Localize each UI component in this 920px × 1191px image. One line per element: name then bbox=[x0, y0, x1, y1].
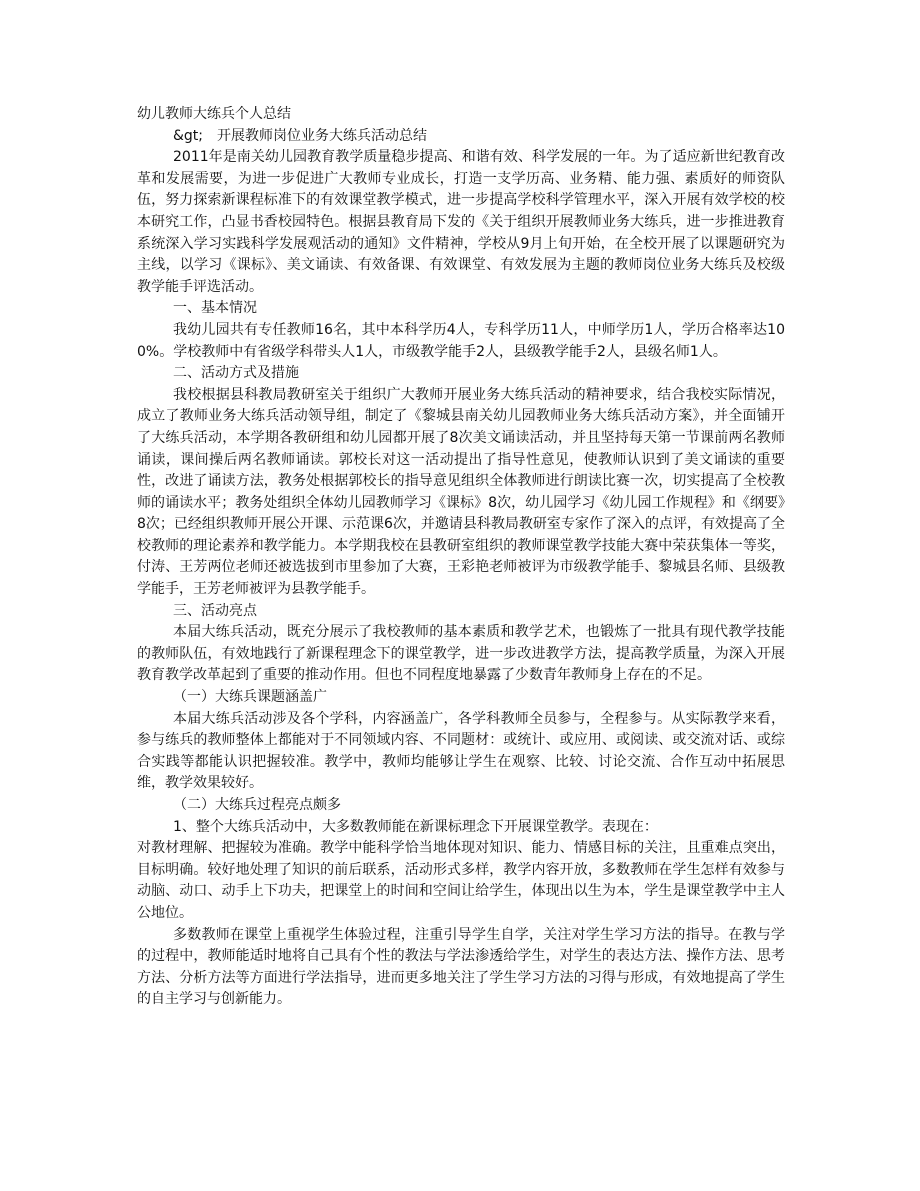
paragraph-highlights: 本届大练兵活动，既充分展示了我校教师的基本素质和教学艺术，也锻炼了一批具有现代教学技能的教师队伍，有效地践行了新课程理念下的课堂教学，进一步改进教学方法，提高教学质量，为深入开展教育教学改革起到了重要的推动作用。但也不同程度地暴露了少数青年教师身上存在的不足。 bbox=[137, 624, 785, 684]
document-subtitle: &gt; 开展教师岗位业务大练兵活动总结 bbox=[173, 127, 428, 144]
paragraph-learning-methods: 多数教师在课堂上重视学生体验过程，注重引导学生自学，关注对学生学习方法的指导。在教与学的过程中，教师能适时地将自己具有个性的教法与学法渗透给学生，对学生的表达方法、操作方法、思考方法、分析方法等方面进行学法指导，进而更多地关注了学生学习方法的习得与形成，有效地提高了学生的自主学习与创新能力。 bbox=[137, 926, 785, 1008]
paragraph-coverage: 本届大练兵活动涉及各个学科，内容涵盖广，各学科教师全员参与，全程参与。从实际教学来看，参与练兵的教师整体上都能对于不同领域内容、不同题材：或统计、或应用、或阅读、或交流对话、或综合实践等都能认识把握较准。教学中，教师均能够让学生在观察、比较、讨论交流、合作互动中拓展思维，教学效果较好。 bbox=[137, 710, 785, 792]
subheading-process: （二）大练兵过程亮点颇多 bbox=[173, 797, 341, 813]
heading-methods: 二、活动方式及措施 bbox=[173, 365, 299, 382]
paragraph-process-point-1: 1、整个大练兵活动中，大多数教师能在新课标理念下开展课堂教学。表现在： bbox=[173, 818, 658, 835]
document-title: 幼儿教师大练兵个人总结 bbox=[137, 106, 291, 122]
subheading-coverage: （一）大练兵课题涵盖广 bbox=[173, 689, 327, 706]
heading-basic-situation: 一、基本情况 bbox=[173, 300, 257, 317]
paragraph-process-detail: 对教材理解、把握较为准确。教学中能科学恰当地体现对知识、能力、情感目标的关注，且重难点突出，目标明确。较好地处理了知识的前后联系，活动形式多样，教学内容开放，多数教师在学生怎样有效参与动脑、动口、动手上下功夫，把课堂上的时间和空间让给学生，体现出以生为本，学生是课堂教学中主人公地位。 bbox=[137, 840, 785, 921]
heading-highlights: 三、活动亮点 bbox=[173, 602, 257, 619]
paragraph-intro: 2011年是南关幼儿园教育教学质量稳步提高、和谐有效、科学发展的一年。为了适应新世纪教育改革和发展需要，为进一步促进广大教师专业成长，打造一支学历高、业务精、能力强、素质好的师资队伍，努力探索新课程标准下的有效课堂教学模式，进一步提高学校科学管理水平，深入开展有效学校的校本研究工作，凸显书香校园特色。根据县教育局下发的《关于组织开展教师业务大练兵，进一步推进教育系统深入学习实践科学发展观活动的通知》文件精神，学校从9月上旬开始，在全校开展了以课题研究为主线，以学习《课标》、美文诵读、有效备课、有效课堂、有效发展为主题的教师岗位业务大练兵及校级教学能手评选活动。 bbox=[137, 149, 785, 295]
document-page bbox=[137, 104, 785, 1011]
paragraph-methods: 我校根据县科教局教研室关于组织广大教师开展业务大练兵活动的精神要求，结合我校实际情况，成立了教师业务大练兵活动领导组，制定了《黎城县南关幼儿园教师业务大练兵活动方案》，并全面铺开了大练兵活动，本学期各教研组和幼儿园都开展了8次美文诵读活动，并且坚持每天第一节课前两名教师诵读，课间操后两名教师诵读。郭校长对这一活动提出了指导性意见，使教师认识到了美文诵读的重要性，改进了诵读方法，教务处根据郭校长的指导意见组织全体教师进行朗读比赛一次，切实提高了全校教师的诵读水平；教务处组织全体幼儿园教师学习《课标》8次，幼儿园学习《幼儿园工作规程》和《纲要》8次；已经组织教师开展公开课、示范课6次，并邀请县科教局教研室专家作了深入的点评，有效提高了全校教师的理论素养和教学能力。本学期我校在县教研室组织的教师课堂教学技能大赛中荣获集体一等奖，付涛、王芳两位老师还被选拔到市里参加了大赛，王彩艳老师被评为市级教学能手、黎城县名师、县级教学能手，王芳老师被评为县教学能手。 bbox=[137, 386, 785, 598]
paragraph-basic-situation: 我幼儿园共有专任教师16名，其中本科学历4人，专科学历11人，中师学历1人，学历合格率达100%。学校教师中有省级学科带头人1人，市级教学能手2人，县级教学能手2人，县级名师1人。 bbox=[137, 321, 785, 360]
